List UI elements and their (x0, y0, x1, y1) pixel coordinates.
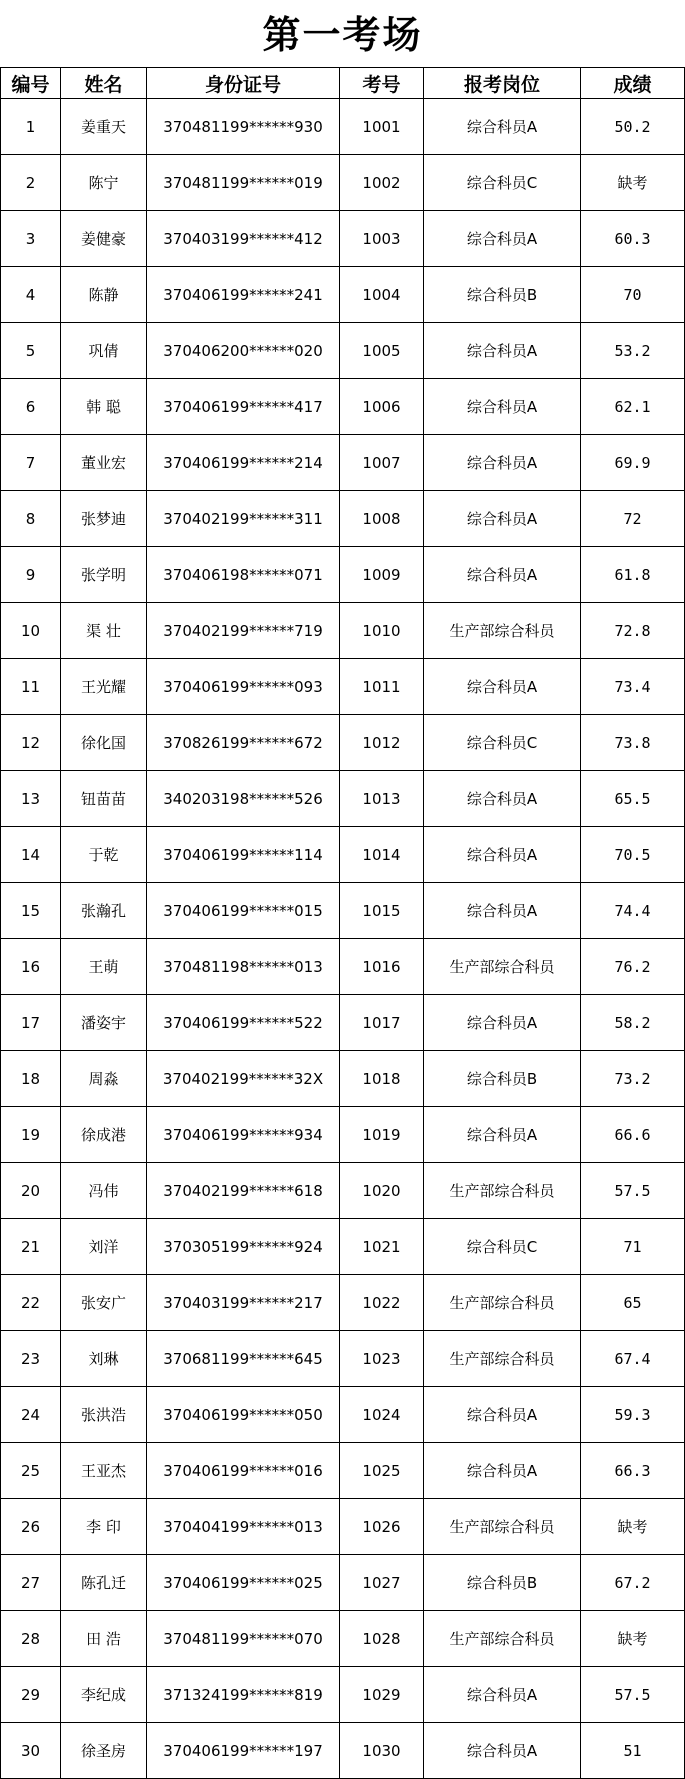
cell-id-number: 370406199******214 (147, 435, 340, 491)
cell-number: 12 (1, 715, 61, 771)
cell-number: 28 (1, 1611, 61, 1667)
cell-position: 生产部综合科员 (424, 1163, 581, 1219)
cell-name: 刘琳 (61, 1331, 147, 1387)
cell-exam-number: 1024 (340, 1387, 424, 1443)
cell-position: 综合科员B (424, 1051, 581, 1107)
cell-exam-number: 1026 (340, 1499, 424, 1555)
cell-position: 综合科员A (424, 379, 581, 435)
table-row (1, 435, 685, 491)
cell-id-number: 370481199******930 (147, 99, 340, 155)
table-row (1, 1331, 685, 1387)
table-row (1, 1443, 685, 1499)
cell-name: 钮苗苗 (61, 771, 147, 827)
cell-id-number: 370406199******197 (147, 1723, 340, 1779)
table-row (1, 1667, 685, 1723)
cell-exam-number: 1028 (340, 1611, 424, 1667)
cell-exam-number: 1001 (340, 99, 424, 155)
cell-number: 7 (1, 435, 61, 491)
cell-id-number: 370402199******719 (147, 603, 340, 659)
cell-id-number: 370402199******618 (147, 1163, 340, 1219)
cell-id-number: 370406199******417 (147, 379, 340, 435)
table-body (1, 99, 685, 1779)
cell-number: 13 (1, 771, 61, 827)
cell-position: 综合科员A (424, 211, 581, 267)
table-header-row (1, 68, 685, 99)
cell-position: 综合科员A (424, 1443, 581, 1499)
cell-name: 王萌 (61, 939, 147, 995)
cell-exam-number: 1010 (340, 603, 424, 659)
cell-number: 29 (1, 1667, 61, 1723)
table-row (1, 1107, 685, 1163)
cell-score: 缺考 (581, 1611, 685, 1667)
table-row (1, 379, 685, 435)
cell-position: 生产部综合科员 (424, 939, 581, 995)
cell-id-number: 370826199******672 (147, 715, 340, 771)
cell-id-number: 370406199******015 (147, 883, 340, 939)
table-row (1, 155, 685, 211)
cell-id-number: 370406199******093 (147, 659, 340, 715)
cell-position: 综合科员B (424, 267, 581, 323)
cell-id-number: 370406199******016 (147, 1443, 340, 1499)
cell-id-number: 371324199******819 (147, 1667, 340, 1723)
table-row (1, 1051, 685, 1107)
cell-score: 61.8 (581, 547, 685, 603)
cell-position: 综合科员A (424, 995, 581, 1051)
table-row (1, 659, 685, 715)
cell-id-number: 370481199******019 (147, 155, 340, 211)
table-row (1, 715, 685, 771)
cell-name: 徐圣房 (61, 1723, 147, 1779)
cell-score: 76.2 (581, 939, 685, 995)
cell-number: 3 (1, 211, 61, 267)
cell-position: 综合科员A (424, 435, 581, 491)
cell-id-number: 370406199******522 (147, 995, 340, 1051)
cell-position: 综合科员A (424, 1387, 581, 1443)
table-row (1, 1275, 685, 1331)
cell-score: 缺考 (581, 1499, 685, 1555)
cell-name: 刘洋 (61, 1219, 147, 1275)
table-row (1, 1387, 685, 1443)
cell-score: 缺考 (581, 155, 685, 211)
cell-exam-number: 1006 (340, 379, 424, 435)
cell-exam-number: 1021 (340, 1219, 424, 1275)
cell-exam-number: 1005 (340, 323, 424, 379)
cell-score: 69.9 (581, 435, 685, 491)
cell-id-number: 370406200******020 (147, 323, 340, 379)
cell-score: 72 (581, 491, 685, 547)
cell-exam-number: 1019 (340, 1107, 424, 1163)
table-row (1, 267, 685, 323)
table-row (1, 771, 685, 827)
exam-score-table (0, 67, 685, 1779)
cell-id-number: 370406199******050 (147, 1387, 340, 1443)
cell-id-number: 370305199******924 (147, 1219, 340, 1275)
table-row (1, 1723, 685, 1779)
cell-exam-number: 1013 (340, 771, 424, 827)
cell-number: 26 (1, 1499, 61, 1555)
cell-id-number: 370406199******934 (147, 1107, 340, 1163)
cell-score: 58.2 (581, 995, 685, 1051)
cell-number: 1 (1, 99, 61, 155)
cell-score: 73.4 (581, 659, 685, 715)
cell-name: 韩 聪 (61, 379, 147, 435)
cell-name: 徐化国 (61, 715, 147, 771)
cell-score: 67.4 (581, 1331, 685, 1387)
cell-name: 姜健豪 (61, 211, 147, 267)
header-number: 编号 (1, 68, 61, 99)
table-row (1, 827, 685, 883)
page-title: 第一考场 (262, 12, 423, 57)
cell-position: 综合科员A (424, 1107, 581, 1163)
cell-name: 李 印 (61, 1499, 147, 1555)
cell-position: 生产部综合科员 (424, 1331, 581, 1387)
table-row (1, 1611, 685, 1667)
cell-score: 59.3 (581, 1387, 685, 1443)
cell-name: 巩倩 (61, 323, 147, 379)
table-row (1, 1219, 685, 1275)
cell-name: 陈静 (61, 267, 147, 323)
cell-exam-number: 1009 (340, 547, 424, 603)
cell-exam-number: 1011 (340, 659, 424, 715)
cell-exam-number: 1016 (340, 939, 424, 995)
cell-number: 27 (1, 1555, 61, 1611)
cell-position: 生产部综合科员 (424, 1499, 581, 1555)
table-row (1, 211, 685, 267)
cell-position: 综合科员C (424, 1219, 581, 1275)
header-id-number: 身份证号 (147, 68, 340, 99)
cell-id-number: 340203198******526 (147, 771, 340, 827)
cell-name: 张洪浩 (61, 1387, 147, 1443)
cell-score: 70.5 (581, 827, 685, 883)
cell-name: 张安广 (61, 1275, 147, 1331)
cell-number: 10 (1, 603, 61, 659)
cell-score: 73.2 (581, 1051, 685, 1107)
cell-name: 李纪成 (61, 1667, 147, 1723)
cell-score: 65.5 (581, 771, 685, 827)
cell-exam-number: 1029 (340, 1667, 424, 1723)
cell-name: 渠 壮 (61, 603, 147, 659)
cell-position: 综合科员A (424, 659, 581, 715)
cell-id-number: 370481199******070 (147, 1611, 340, 1667)
cell-number: 23 (1, 1331, 61, 1387)
cell-id-number: 370403199******412 (147, 211, 340, 267)
cell-number: 19 (1, 1107, 61, 1163)
cell-name: 周淼 (61, 1051, 147, 1107)
cell-number: 11 (1, 659, 61, 715)
cell-name: 潘姿宇 (61, 995, 147, 1051)
header-name: 姓名 (61, 68, 147, 99)
table-row (1, 1555, 685, 1611)
cell-number: 21 (1, 1219, 61, 1275)
cell-score: 51 (581, 1723, 685, 1779)
cell-position: 综合科员A (424, 547, 581, 603)
cell-score: 62.1 (581, 379, 685, 435)
cell-position: 综合科员B (424, 1555, 581, 1611)
cell-name: 姜重天 (61, 99, 147, 155)
header-score: 成绩 (581, 68, 685, 99)
cell-exam-number: 1014 (340, 827, 424, 883)
cell-exam-number: 1008 (340, 491, 424, 547)
cell-number: 25 (1, 1443, 61, 1499)
cell-score: 60.3 (581, 211, 685, 267)
cell-exam-number: 1003 (340, 211, 424, 267)
table-row (1, 1163, 685, 1219)
cell-id-number: 370402199******311 (147, 491, 340, 547)
cell-exam-number: 1017 (340, 995, 424, 1051)
cell-score: 70 (581, 267, 685, 323)
cell-score: 67.2 (581, 1555, 685, 1611)
cell-score: 71 (581, 1219, 685, 1275)
cell-position: 综合科员A (424, 491, 581, 547)
cell-number: 5 (1, 323, 61, 379)
cell-name: 徐成港 (61, 1107, 147, 1163)
cell-position: 综合科员A (424, 771, 581, 827)
table-row (1, 939, 685, 995)
cell-position: 综合科员C (424, 715, 581, 771)
cell-number: 15 (1, 883, 61, 939)
table-row (1, 995, 685, 1051)
cell-exam-number: 1020 (340, 1163, 424, 1219)
cell-position: 综合科员A (424, 323, 581, 379)
table-row (1, 547, 685, 603)
table-row (1, 603, 685, 659)
cell-id-number: 370406199******025 (147, 1555, 340, 1611)
cell-exam-number: 1027 (340, 1555, 424, 1611)
cell-number: 20 (1, 1163, 61, 1219)
cell-score: 72.8 (581, 603, 685, 659)
cell-number: 18 (1, 1051, 61, 1107)
cell-score: 66.3 (581, 1443, 685, 1499)
cell-exam-number: 1002 (340, 155, 424, 211)
cell-number: 16 (1, 939, 61, 995)
cell-exam-number: 1030 (340, 1723, 424, 1779)
cell-name: 董业宏 (61, 435, 147, 491)
cell-number: 9 (1, 547, 61, 603)
cell-number: 17 (1, 995, 61, 1051)
cell-exam-number: 1012 (340, 715, 424, 771)
cell-id-number: 370402199******32X (147, 1051, 340, 1107)
cell-number: 24 (1, 1387, 61, 1443)
cell-exam-number: 1025 (340, 1443, 424, 1499)
cell-position: 综合科员A (424, 883, 581, 939)
cell-id-number: 370406199******114 (147, 827, 340, 883)
cell-score: 73.8 (581, 715, 685, 771)
cell-exam-number: 1007 (340, 435, 424, 491)
table-row (1, 99, 685, 155)
cell-name: 陈孔迁 (61, 1555, 147, 1611)
cell-position: 综合科员C (424, 155, 581, 211)
cell-position: 综合科员A (424, 827, 581, 883)
cell-number: 22 (1, 1275, 61, 1331)
cell-score: 57.5 (581, 1163, 685, 1219)
cell-score: 57.5 (581, 1667, 685, 1723)
header-position: 报考岗位 (424, 68, 581, 99)
cell-score: 66.6 (581, 1107, 685, 1163)
cell-position: 综合科员A (424, 1667, 581, 1723)
cell-number: 14 (1, 827, 61, 883)
cell-position: 综合科员A (424, 99, 581, 155)
cell-name: 陈宁 (61, 155, 147, 211)
cell-name: 田 浩 (61, 1611, 147, 1667)
cell-score: 50.2 (581, 99, 685, 155)
cell-name: 张梦迪 (61, 491, 147, 547)
cell-id-number: 370406198******071 (147, 547, 340, 603)
cell-exam-number: 1004 (340, 267, 424, 323)
cell-name: 张学明 (61, 547, 147, 603)
cell-id-number: 370681199******645 (147, 1331, 340, 1387)
cell-number: 2 (1, 155, 61, 211)
cell-name: 冯伟 (61, 1163, 147, 1219)
cell-position: 综合科员A (424, 1723, 581, 1779)
cell-exam-number: 1023 (340, 1331, 424, 1387)
header-exam-number: 考号 (340, 68, 424, 99)
cell-id-number: 370403199******217 (147, 1275, 340, 1331)
cell-position: 生产部综合科员 (424, 1275, 581, 1331)
table-row (1, 323, 685, 379)
cell-name: 王亚杰 (61, 1443, 147, 1499)
cell-id-number: 370406199******241 (147, 267, 340, 323)
cell-name: 张瀚孔 (61, 883, 147, 939)
cell-id-number: 370481198******013 (147, 939, 340, 995)
cell-exam-number: 1015 (340, 883, 424, 939)
cell-score: 53.2 (581, 323, 685, 379)
cell-name: 于乾 (61, 827, 147, 883)
cell-id-number: 370404199******013 (147, 1499, 340, 1555)
cell-number: 6 (1, 379, 61, 435)
cell-name: 王光耀 (61, 659, 147, 715)
cell-position: 生产部综合科员 (424, 1611, 581, 1667)
cell-number: 30 (1, 1723, 61, 1779)
cell-number: 8 (1, 491, 61, 547)
cell-score: 65 (581, 1275, 685, 1331)
table-row (1, 491, 685, 547)
table-row (1, 883, 685, 939)
cell-position: 生产部综合科员 (424, 603, 581, 659)
cell-score: 74.4 (581, 883, 685, 939)
cell-exam-number: 1018 (340, 1051, 424, 1107)
cell-number: 4 (1, 267, 61, 323)
cell-exam-number: 1022 (340, 1275, 424, 1331)
table-row (1, 1499, 685, 1555)
